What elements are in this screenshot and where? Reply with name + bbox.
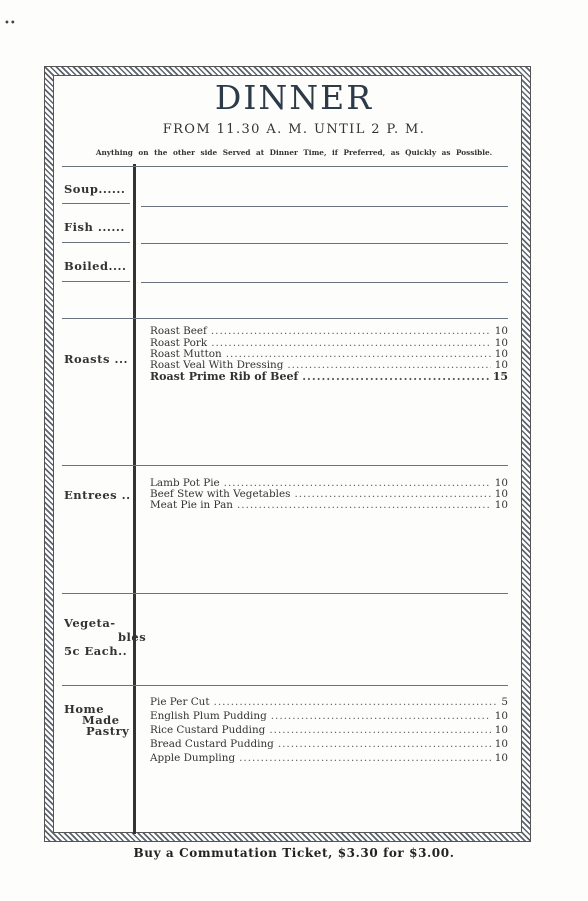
rule-line	[141, 243, 508, 244]
category-boiled: Boiled....	[64, 259, 127, 273]
category-soup: Soup......	[64, 182, 126, 196]
rule-line	[62, 593, 508, 594]
rule-line	[141, 282, 508, 283]
category-pastry-cont2: Pastry	[86, 724, 130, 738]
category-pastry-cont: Made	[82, 713, 120, 727]
menu-item: Lamb Pot Pie ..... 10	[150, 478, 508, 489]
menu-item: Rice Custard Pudding ..... 10	[150, 725, 508, 736]
rule-line	[62, 203, 130, 204]
menu-item: Meat Pie in Pan ..... 10	[150, 500, 508, 511]
rule-line	[62, 318, 508, 319]
menu-item: Roast Pork ..... 10	[150, 338, 508, 349]
menu-item: Roast Beef ..... 10	[150, 326, 508, 337]
menu-item: Bread Custard Pudding ..... 10	[150, 739, 508, 750]
category-fish: Fish ......	[64, 220, 125, 234]
menu-item: Roast Veal With Dressing ..... 10	[150, 360, 508, 371]
rule-line	[141, 206, 508, 207]
category-pastry: Home	[64, 702, 105, 716]
category-vegetables-cont: bles	[118, 630, 147, 644]
rule-line	[62, 242, 130, 243]
category-entrees: Entrees ..	[64, 488, 131, 502]
category-vegetables-price: 5c Each..	[64, 644, 128, 658]
rule-line	[62, 685, 508, 686]
menu-item-featured: Roast Prime Rib of Beef ..... 15	[150, 371, 508, 382]
menu-note: Anything on the other side Served at Dinner Time, if Preferred, as Quickly as Possible.	[95, 148, 493, 157]
menu-item: Apple Dumpling ..... 10	[150, 753, 508, 764]
rule-line	[62, 166, 508, 167]
category-vegetables: Vegeta-	[64, 616, 116, 630]
serving-hours: FROM 11.30 A. M. UNTIL 2 P. M.	[162, 122, 426, 137]
rule-line	[62, 465, 508, 466]
column-divider	[133, 164, 136, 834]
rule-line	[62, 281, 130, 282]
footer-promo: Buy a Commutation Ticket, $3.30 for $3.00.	[133, 846, 455, 860]
menu-title: DINNER	[214, 78, 374, 117]
menu-item: Roast Mutton ..... 10	[150, 349, 508, 360]
category-roasts: Roasts ...	[64, 352, 128, 366]
page-speck: ••	[4, 18, 16, 29]
menu-item: English Plum Pudding ..... 10	[150, 711, 508, 722]
menu-item: Pie Per Cut ..... 5	[150, 697, 508, 708]
menu-item: Beef Stew with Vegetables ..... 10	[150, 489, 508, 500]
